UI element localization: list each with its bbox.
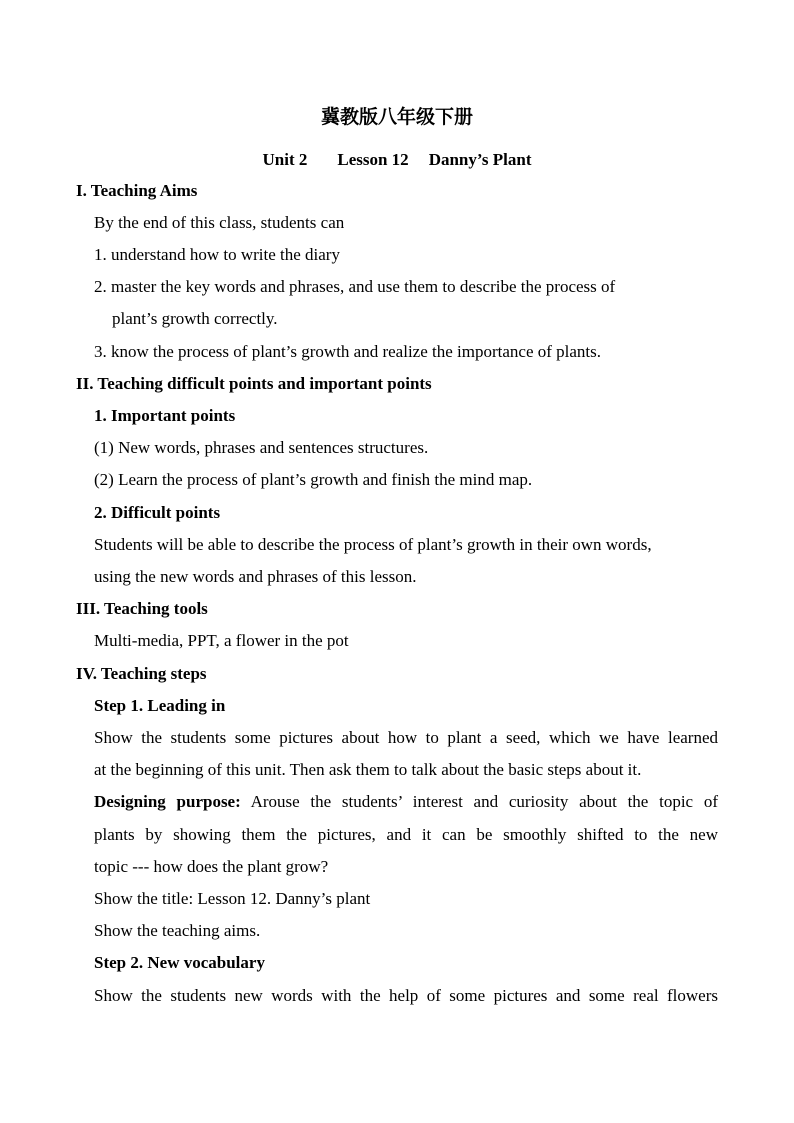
step-1-heading: Step 1. Leading in: [94, 696, 226, 715]
show-title-line: Show the title: Lesson 12. Danny’s plant: [94, 889, 371, 908]
designing-purpose-line-3: topic --- how does the plant grow?: [94, 857, 329, 876]
section-heading-points: II. Teaching difficult points and important points: [76, 374, 432, 393]
section-heading-aims: I. Teaching Aims: [76, 181, 198, 200]
important-points-heading: 1. Important points: [94, 406, 236, 425]
step-2-heading: Step 2. New vocabulary: [94, 953, 265, 972]
document-title: 冀教版八年级下册: [320, 107, 473, 128]
aims-item-2-cont: plant’s growth correctly.: [112, 309, 278, 328]
show-aims-line: Show the teaching aims.: [94, 921, 261, 940]
designing-purpose-label: Designing purpose:: [94, 792, 241, 811]
aims-item-1: 1. understand how to write the diary: [94, 245, 340, 264]
section-heading-tools: III. Teaching tools: [76, 599, 208, 618]
lesson-heading: [0, 150, 794, 170]
lesson-label: Lesson 12: [337, 150, 409, 169]
designing-purpose-line-2: plants by showing them the pictures, and it can be smoothly shifted to the new: [94, 825, 718, 844]
section-heading-steps: IV. Teaching steps: [76, 664, 207, 683]
tools-text: Multi-media, PPT, a flower in the pot: [94, 631, 349, 650]
lesson-name: Danny’s Plant: [428, 150, 532, 169]
difficult-point-line-1: Students will be able to describe the process of plant’s growth in their own words,: [94, 535, 652, 554]
important-point-2: (2) Learn the process of plant’s growth and finish the mind map.: [94, 470, 533, 489]
designing-purpose-line-1: [94, 792, 718, 812]
designing-purpose-text: Arouse the students’ interest and curiosity about the topic of: [240, 792, 718, 811]
important-point-1: (1) New words, phrases and sentences structures.: [94, 438, 429, 457]
aims-item-2: 2. master the key words and phrases, and use them to describe the process of: [94, 277, 616, 296]
difficult-points-heading: 2. Difficult points: [94, 503, 221, 522]
aims-item-3: 3. know the process of plant’s growth and realize the importance of plants.: [94, 342, 602, 361]
step-1-line-1: Show the students some pictures about how to plant a seed, which we have learned: [94, 728, 718, 747]
step-1-line-2: at the beginning of this unit. Then ask them to talk about the basic steps about it.: [94, 760, 642, 779]
step-2-line-1: Show the students new words with the help of some pictures and some real flowers: [94, 986, 718, 1005]
difficult-point-line-2: using the new words and phrases of this lesson.: [94, 567, 417, 586]
unit-label: Unit 2: [262, 150, 308, 169]
aims-intro: By the end of this class, students can: [94, 213, 345, 232]
